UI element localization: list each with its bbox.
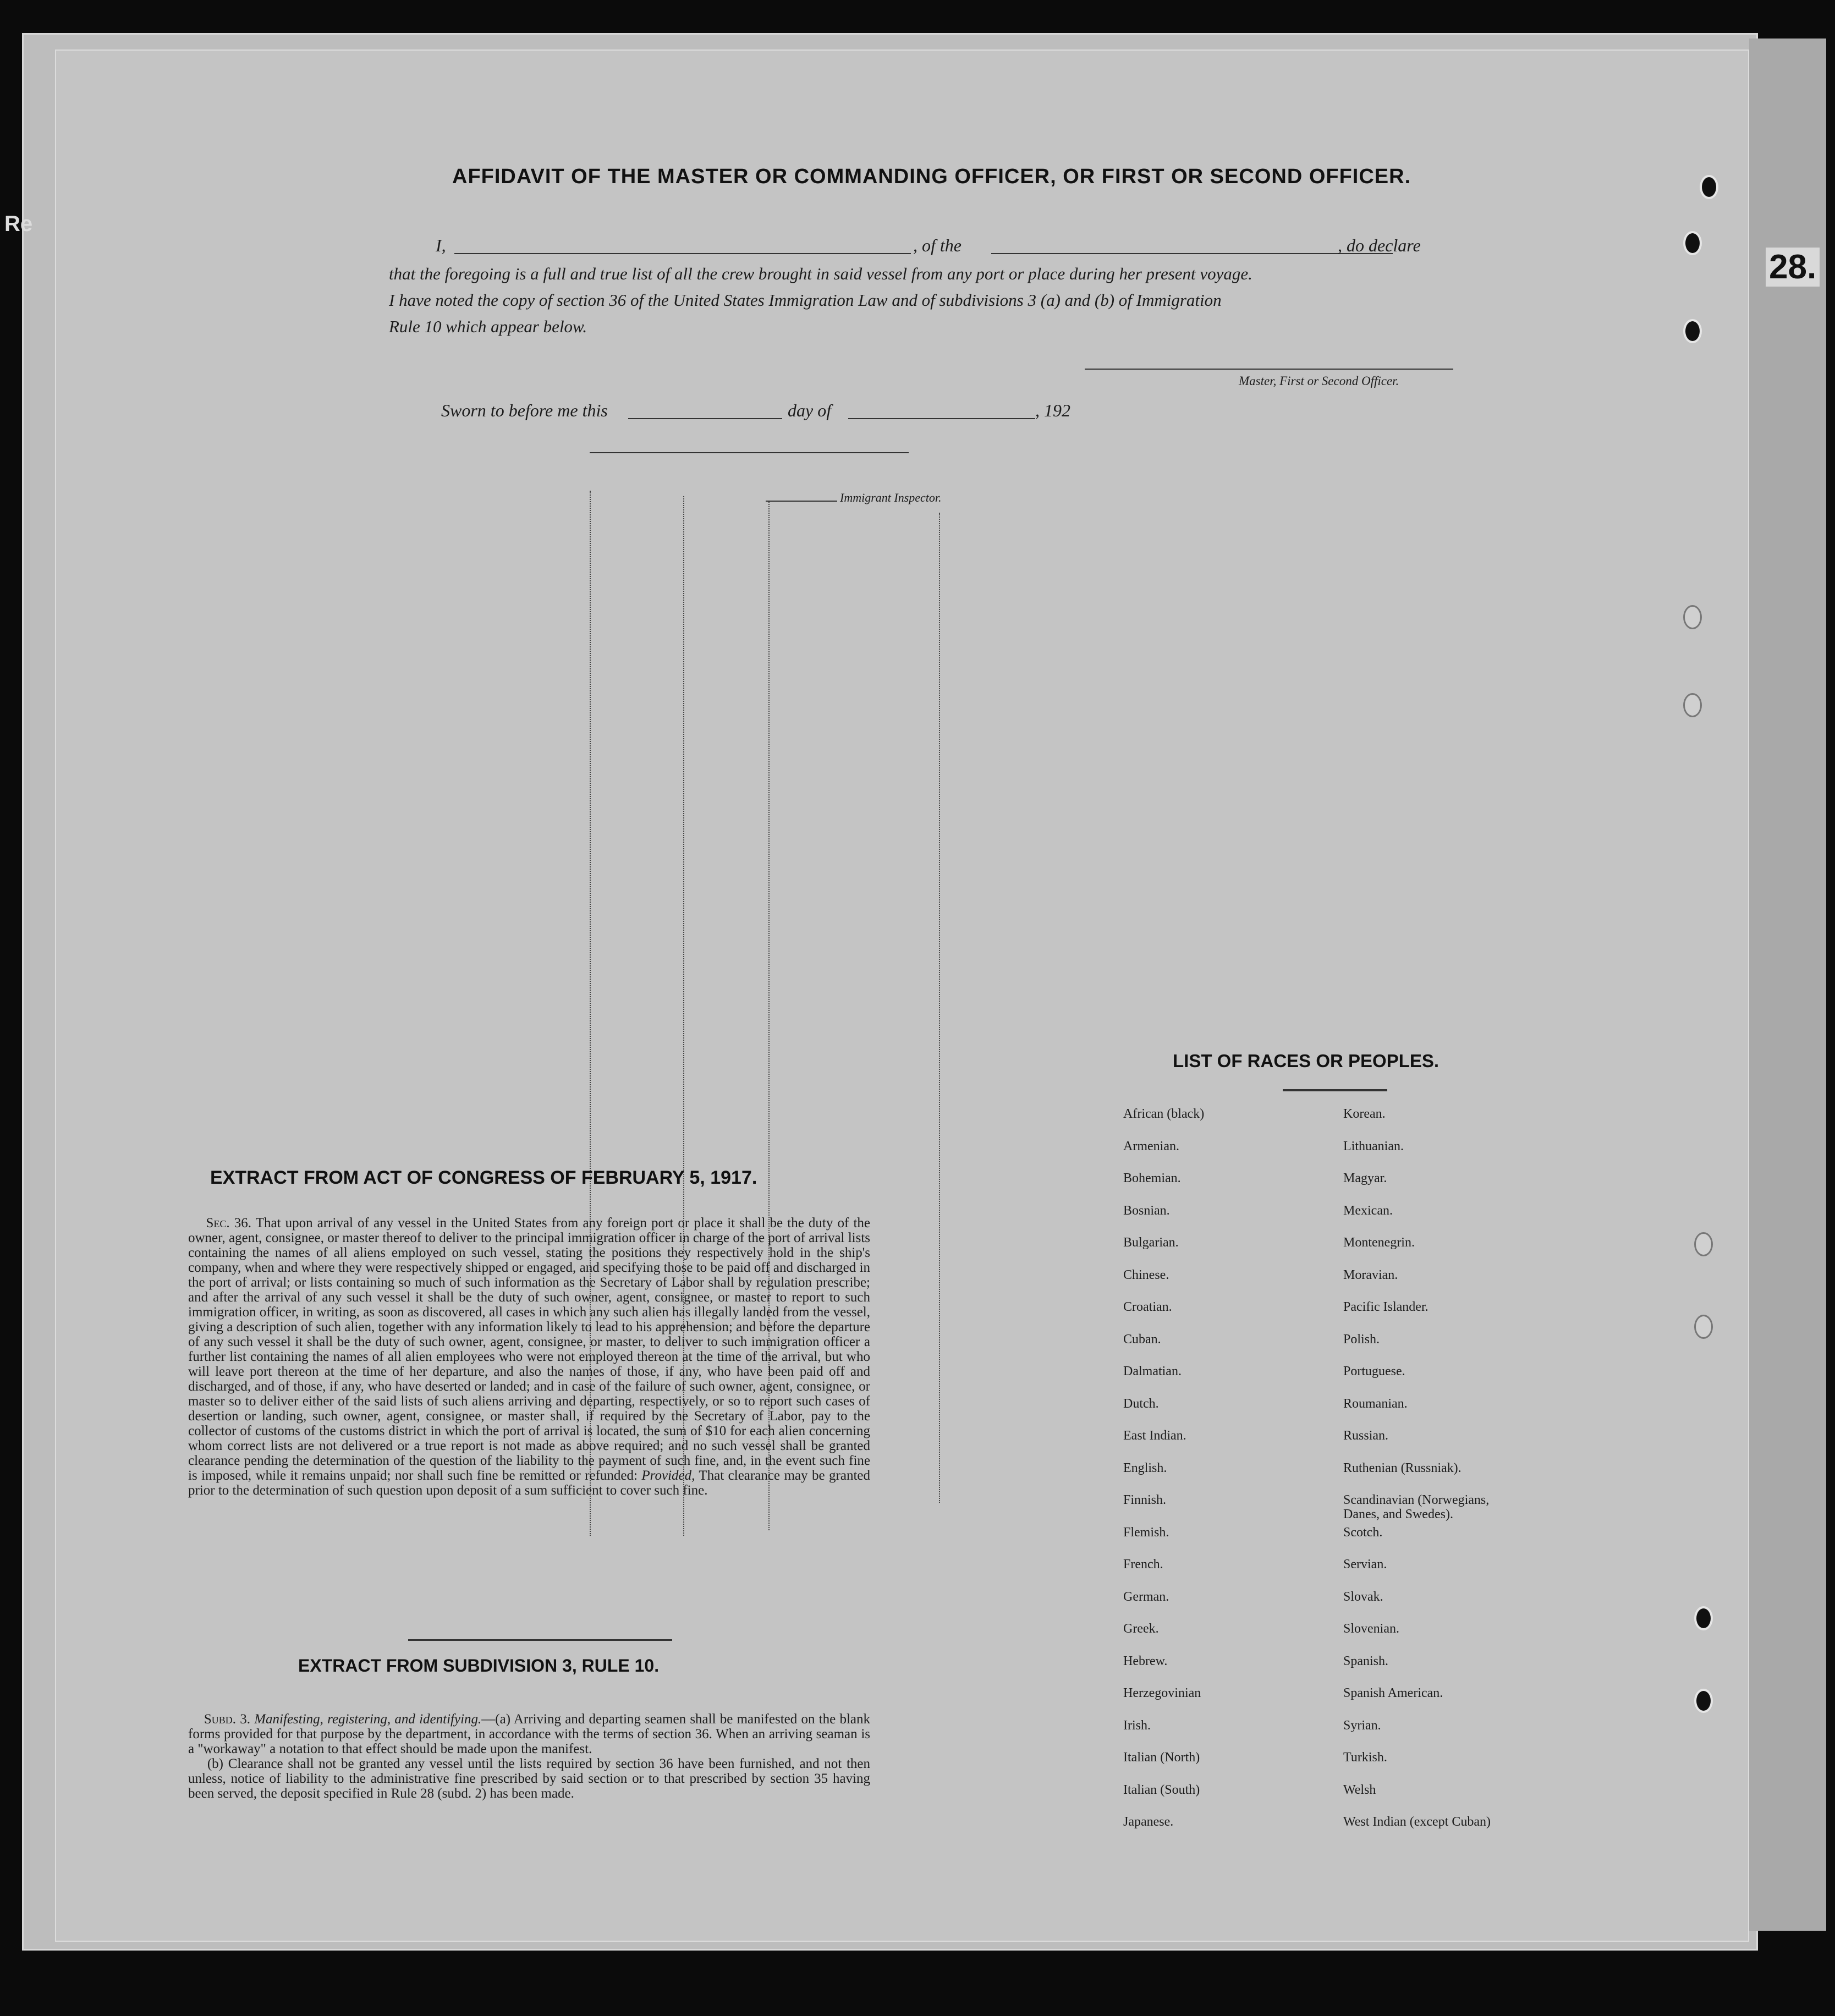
master-signature-label: Master, First or Second Officer. [1239, 374, 1399, 388]
race-item: Turkish. [1343, 1750, 1387, 1765]
inspector-signature-line[interactable] [590, 452, 909, 453]
race-item: Italian (South) [1123, 1782, 1200, 1797]
race-item: Bosnian. [1123, 1203, 1170, 1218]
provided-label: Provided, [641, 1468, 695, 1483]
affidavit-line-2: that the foregoing is a full and true list of all the crew brought in said vessel from any port or place during her present voyage. [389, 264, 1252, 283]
race-item: Irish. [1123, 1718, 1151, 1733]
name-blank[interactable] [454, 253, 911, 254]
race-item: French. [1123, 1557, 1163, 1572]
races-title: LIST OF RACES OR PEOPLES. [1173, 1051, 1440, 1071]
race-item: Magyar. [1343, 1171, 1387, 1185]
race-item: Slovenian. [1343, 1622, 1399, 1636]
race-item: Servian. [1343, 1557, 1387, 1572]
section-36-body: That upon arrival of any vessel in the United States from any foreign port or place it shall be the duty of the owner, agent, consignee, or master thereof to deliver to the principal immigration officer in charge of the port of arrival lists containing the names of all aliens employed on such vessel, stating the positions they respectively hold in the ship's company, when and where they were respectively shipped or engaged, and specifying those to be paid off and discharged in the port of arrival; or lists containing so much of such information as the Secretary of Labor shall by regulation prescribe; and after the arrival of any such vessel it shall be the duty of such owner, agent, consignee, or master to report to such immigration officer, in writing, as soon as discovered, all cases in which any such alien has illegally landed from the vessel, giving a description of such alien, together with any information likely to lead to his apprehension; and before the departure of any such vessel it shall be the duty of such owner, agent, consignee, or master, to deliver to such immigration officer a further list containing the names of all alien employees who were not employed thereon at the time of the arrival, but who will leave port thereon at the time of her departure, and also the names of those, if any, who have been paid off and discharged, and of those, if any, who have deserted or landed; and in case of the failure of such owner, agent, consignee, or master so to deliver either of the said lists of such aliens arriving and departing, respectively, or so to report such cases of desertion or landing, such owner, agent, consignee, or master shall, if required by the Secretary of Labor, pay to the collector of customs of the customs district in which the port of arrival is located, the sum of $10 for each alien concerning whom correct lists are not delivered or a true report is not made as above required; and no such vessel shall be granted clearance pending the determination of the question of the liability to the payment of such fine, and, in the event such fine is imposed, while it remains unpaid; nor shall such fine be remitted or refunded: [188, 1216, 870, 1483]
rule-extract-title: EXTRACT FROM SUBDIVISION 3, RULE 10. [298, 1656, 660, 1676]
left-margin-mark: Re [4, 212, 33, 236]
sworn-day-blank[interactable] [628, 418, 782, 419]
affidavit-declare: , do declare [1338, 235, 1421, 255]
year-text: , 192 [1035, 400, 1070, 420]
day-of-text: day of [788, 400, 832, 420]
provided-text: That clearance may be granted prior to the determination of such question upon deposit of a sum sufficient to cover such fine. [188, 1468, 870, 1498]
race-item: Welsh [1343, 1782, 1376, 1797]
race-item: African (black) [1123, 1107, 1205, 1121]
race-item: Bohemian. [1123, 1171, 1181, 1185]
race-item: Spanish. [1343, 1654, 1389, 1668]
race-item: Bulgarian. [1123, 1235, 1179, 1250]
race-item: Chinese. [1123, 1267, 1169, 1282]
race-item: Armenian. [1123, 1139, 1179, 1153]
affidavit-title: AFFIDAVIT OF THE MASTER OR COMMANDING OFFICER, OR FIRST OR SECOND OFFICER. [452, 165, 1411, 188]
act-extract-title: EXTRACT FROM ACT OF CONGRESS OF FEBRUARY 5, 1917. [210, 1167, 757, 1188]
race-item: Dalmatian. [1123, 1364, 1182, 1378]
sworn-month-blank[interactable] [848, 418, 1035, 419]
race-item: Scandinavian (Norwegians, Danes, and Swedes). [1343, 1493, 1490, 1521]
binder-hole [1694, 1232, 1713, 1256]
race-item: Russian. [1343, 1429, 1389, 1443]
binder-hole [1683, 693, 1702, 717]
inspector-label: Immigrant Inspector. [840, 491, 942, 504]
race-item: Finnish. [1123, 1493, 1167, 1507]
affidavit-of-the: , of the [913, 235, 962, 255]
races-title-underline [1283, 1089, 1387, 1091]
binder-hole [1694, 1606, 1713, 1630]
race-item: Herzegovinian [1123, 1686, 1201, 1700]
section-36-label: Sec. 36. [206, 1216, 252, 1231]
race-item: Ruthenian (Russniak). [1343, 1460, 1462, 1475]
race-item: Montenegrin. [1343, 1235, 1415, 1250]
master-signature-line[interactable] [1085, 369, 1453, 370]
race-item: Japanese. [1123, 1815, 1174, 1829]
race-item: German. [1123, 1589, 1169, 1604]
section-36-text [188, 1216, 870, 1498]
affidavit-i: I, [436, 235, 446, 255]
sworn-text: Sworn to before me this [441, 400, 608, 420]
section-divider [408, 1639, 672, 1641]
race-item: Greek. [1123, 1622, 1159, 1636]
race-item: Mexican. [1343, 1203, 1393, 1218]
affidavit-line-3: I have noted the copy of section 36 of the United States Immigration Law and of subdivisions 3 (a) and (b) of Immigration [389, 290, 1222, 310]
subd-text-a: —(a) Arriving and departing seamen shall be manifested on the blank forms provided for that purpose by the department, in accordance with the terms of section 36. When an arriving seaman is a "workaway" a notation to that effect should be made upon the manifest. [188, 1712, 870, 1756]
binder-hole [1694, 1689, 1713, 1713]
race-item: Pacific Islander. [1343, 1300, 1429, 1314]
manifest-back-page [55, 50, 1749, 1942]
subd-heading: Manifesting, registering, and identifying. [254, 1712, 482, 1727]
inspector-short-line [766, 501, 837, 502]
subd-label: Subd. 3. [204, 1712, 251, 1727]
race-item: Dutch. [1123, 1396, 1159, 1411]
binder-hole [1683, 319, 1702, 343]
race-item: Roumanian. [1343, 1396, 1408, 1411]
race-item: English. [1123, 1460, 1167, 1475]
top-right-page-number: 28. [1766, 248, 1820, 287]
vessel-blank[interactable] [991, 253, 1393, 254]
race-item: Portuguese. [1343, 1364, 1405, 1378]
race-item: Flemish. [1123, 1525, 1169, 1540]
affidavit-line-4: Rule 10 which appear below. [389, 317, 587, 336]
race-item: Korean. [1343, 1107, 1386, 1121]
race-item: Croatian. [1123, 1300, 1172, 1314]
race-item: Slovak. [1343, 1589, 1383, 1604]
subd-text-b: (b) Clearance shall not be granted any vessel until the lists required by section 36 have been furnished, and not then unless, notice of liability to the administrative fine prescribed by said section or to that prescribed by section 35 having been served, the deposit specified in Rule 28 (subd. 2) has been made. [188, 1756, 870, 1801]
race-item: Cuban. [1123, 1332, 1161, 1347]
binder-hole [1694, 1315, 1713, 1339]
race-item: Spanish American. [1343, 1686, 1443, 1700]
binder-hole [1683, 231, 1702, 255]
race-item: Polish. [1343, 1332, 1380, 1347]
race-item: Hebrew. [1123, 1654, 1168, 1668]
page-edge-strip [1749, 39, 1826, 1931]
binder-hole [1683, 605, 1702, 629]
subdivision-3-text [188, 1712, 870, 1801]
race-item: Moravian. [1343, 1267, 1398, 1282]
race-item: Lithuanian. [1343, 1139, 1404, 1153]
column-rule [939, 513, 940, 1503]
race-item: East Indian. [1123, 1429, 1186, 1443]
race-item: West Indian (except Cuban) [1343, 1815, 1491, 1829]
race-item: Scotch. [1343, 1525, 1383, 1540]
race-item: Italian (North) [1123, 1750, 1200, 1765]
binder-hole [1700, 175, 1718, 199]
race-item: Syrian. [1343, 1718, 1381, 1733]
